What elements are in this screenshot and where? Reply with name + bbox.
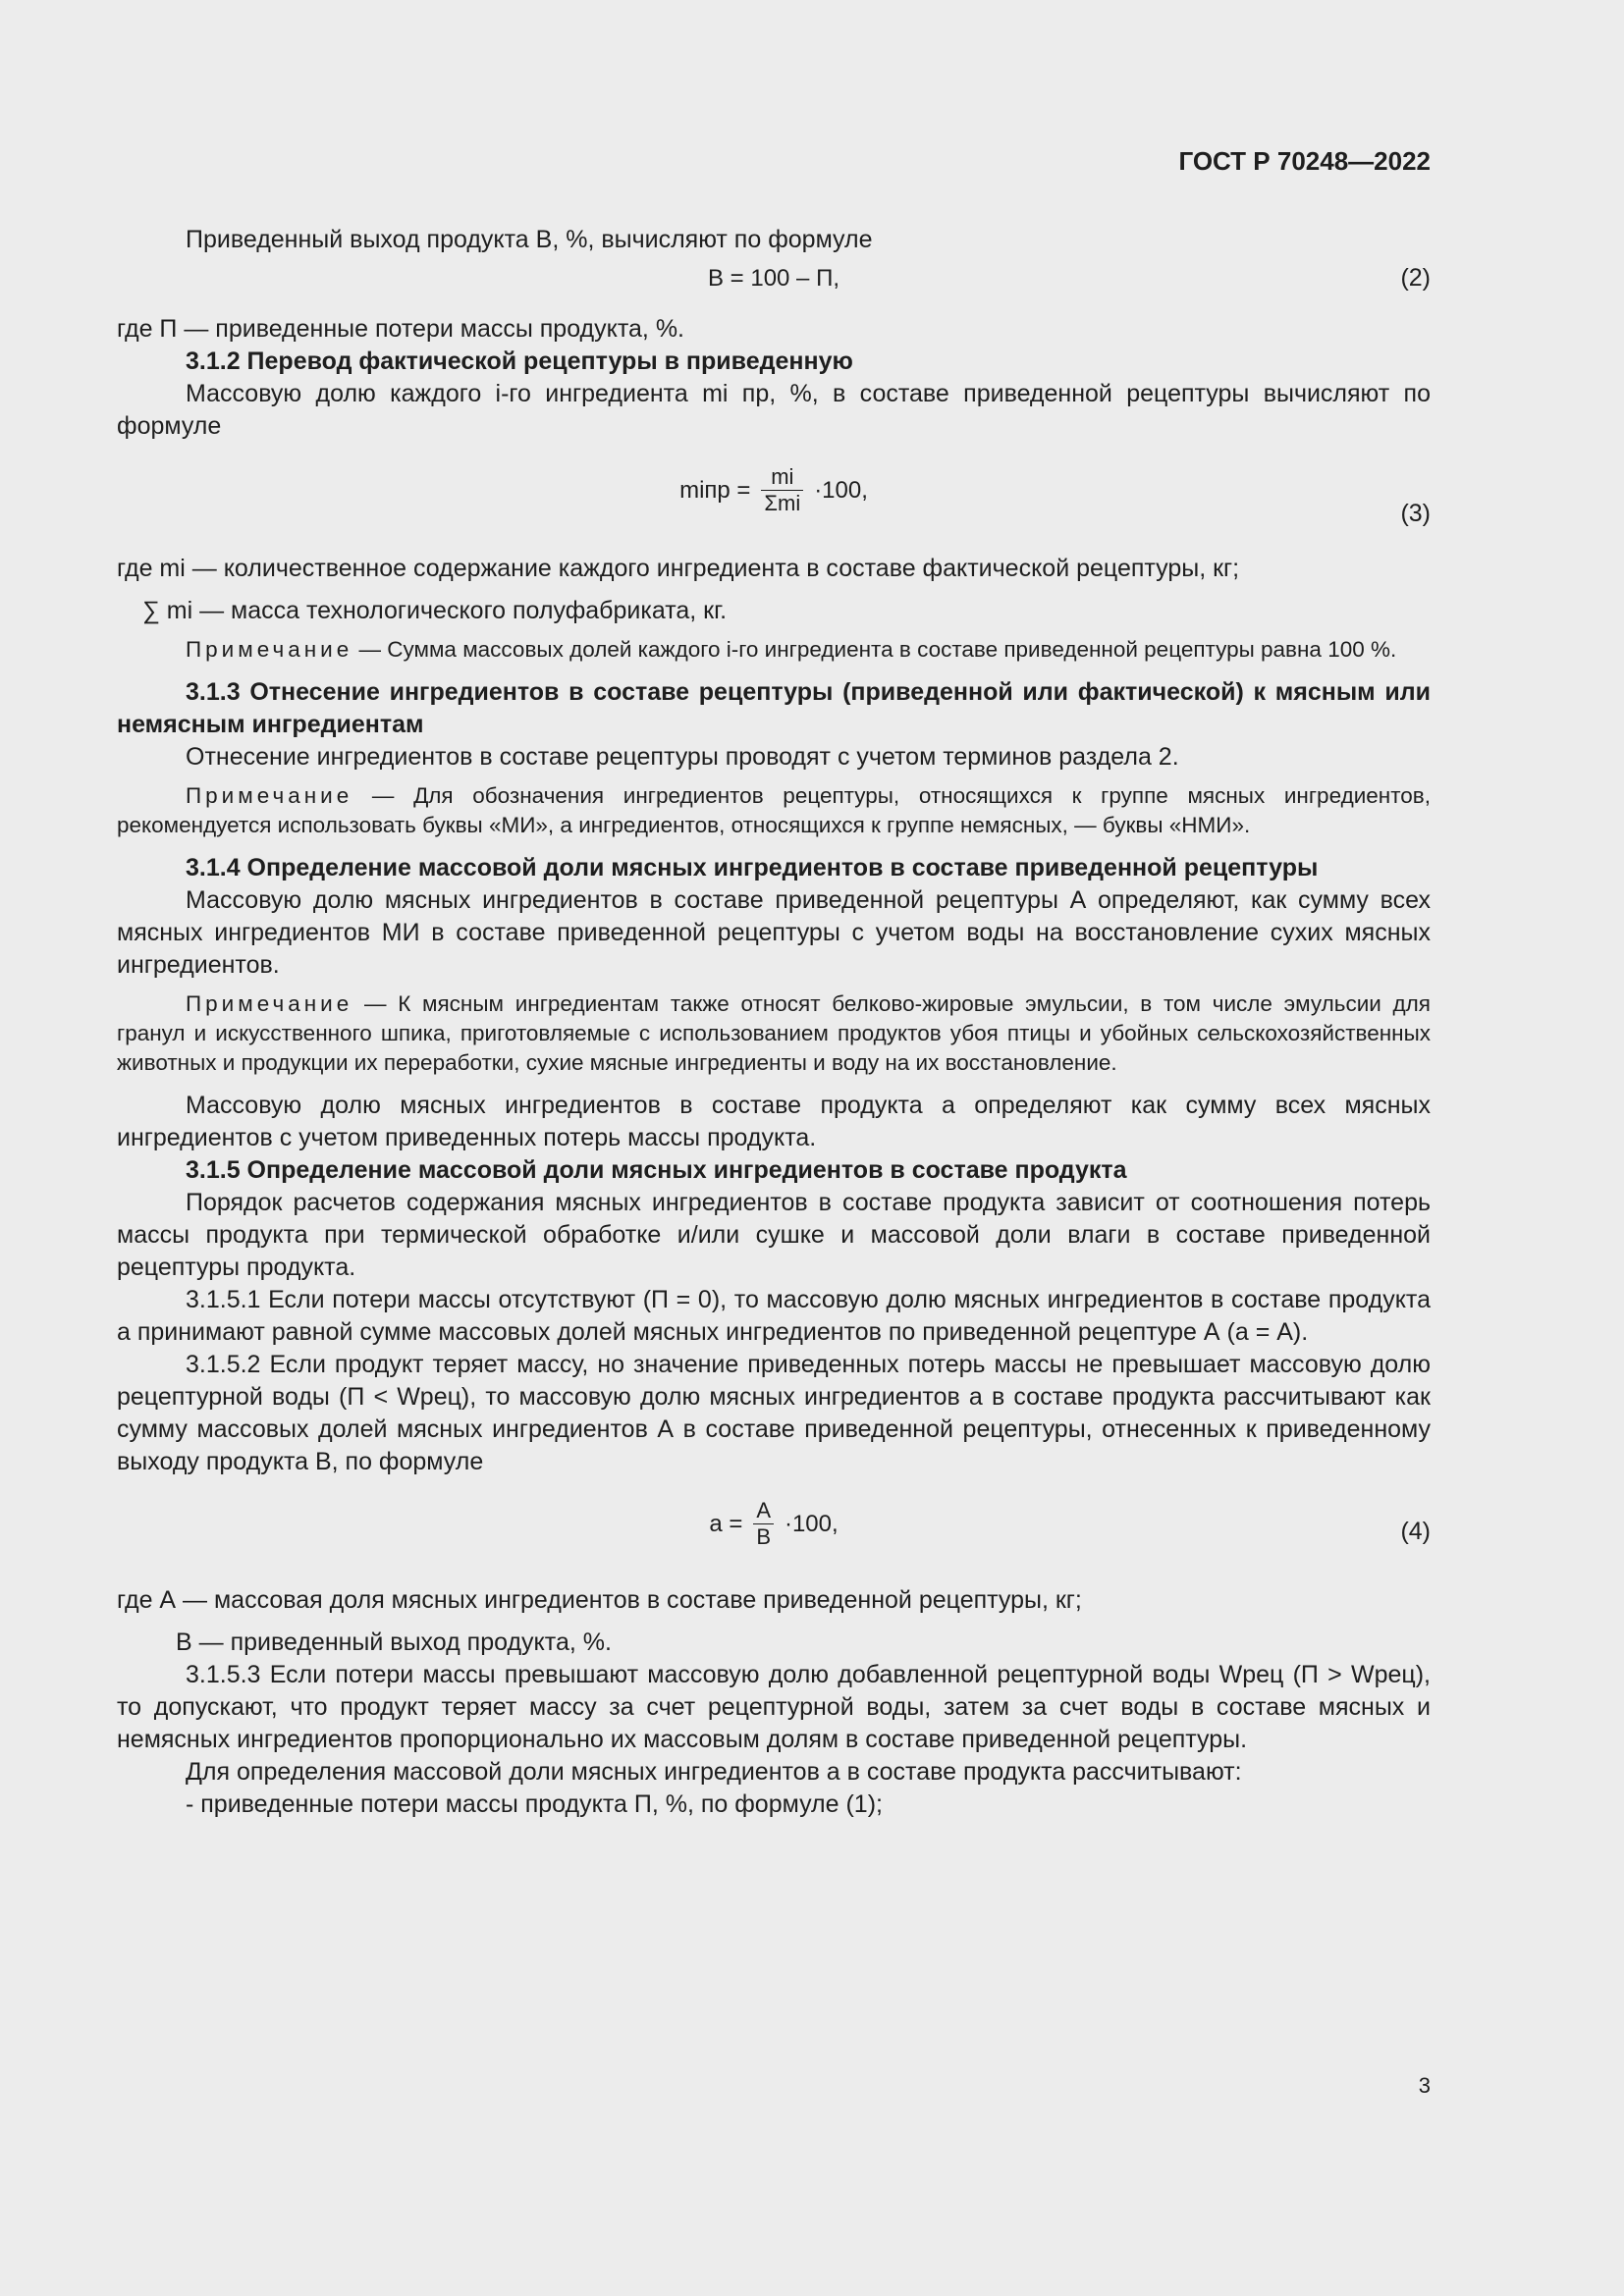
- page-content: [117, 224, 1431, 1821]
- note-1-label: Примечание: [186, 637, 353, 662]
- formula-4-numerator: А: [753, 1498, 774, 1524]
- formula-3-expression: [117, 464, 1431, 516]
- note-3-text: — К мясным ингредиентам также относят белково-жировые эмульсии, в том числе эмульсии для гранул и искусственного шпика, приготовляемые с использованием продуктов убоя птицы и убойных сельскохозяйственных животных и продукции их переработки, сухие мясные ингредиенты и воду на их восстановление.: [117, 991, 1431, 1075]
- formula-2-expression: В = 100 – П,: [707, 265, 839, 292]
- where-sum-mi-definition: ∑ mi — масса технологического полуфабриката, кг.: [142, 597, 728, 624]
- formula-3-fraction: [761, 464, 803, 516]
- clause-3-1-5-3: 3.1.5.3 Если потери массы превышают массовую долю добавленной рецептурной воды Wрец (П > Wрец), то допускают, что продукт теряет массу за счет рецептурной воды, затем за счет воды в составе мясных и немясных ингредиентов пропорционально их массовым долям в составе приведенной рецептуры.: [117, 1661, 1431, 1753]
- formula-3-number: (3): [1400, 500, 1431, 527]
- section-3-1-3-heading: 3.1.3 Отнесение ингредиентов в составе рецептуры (приведенной или фактической) к мясным или немясным ингредиентам: [117, 678, 1431, 738]
- note-2: [117, 781, 1431, 840]
- formula-4-lhs: а =: [709, 1511, 743, 1537]
- note-1-text: — Сумма массовых долей каждого i-го ингредиента в составе приведенной рецептуры равна 100 %.: [358, 637, 1397, 662]
- formula-4-number: (4): [1400, 1518, 1431, 1545]
- formula-4-denominator: В: [756, 1524, 771, 1549]
- formula-2-number: (2): [1400, 264, 1431, 292]
- section-3-1-2-paragraph: Массовую долю каждого i-го ингредиента mi пр, %, в составе приведенной рецептуры вычисляют по формуле: [117, 380, 1431, 440]
- note-3-label: Примечание: [186, 991, 353, 1016]
- section-3-1-4-paragraph: Массовую долю мясных ингредиентов в составе приведенной рецептуры А определяют, как сумму всех мясных ингредиентов МИ в составе приведенной рецептуры с учетом воды на восстановление сухих мясных ингредиентов.: [117, 886, 1431, 979]
- formula-3-lhs: miпр =: [679, 477, 751, 504]
- formula-4-expression: [117, 1498, 1431, 1550]
- clause-3-1-5-1: 3.1.5.1 Если потери массы отсутствуют (П = 0), то массовую долю мясных ингредиентов в составе продукта а принимают равной сумме массовых долей мясных ингредиентов по приведенной рецептуре А (а = А).: [117, 1286, 1431, 1346]
- section-3-1-2-heading: 3.1.2 Перевод фактической рецептуры в приведенную: [186, 347, 853, 375]
- paragraph-yield-intro: Приведенный выход продукта В, %, вычисляют по формуле: [186, 226, 873, 253]
- document-number-header: ГОСТ Р 70248—2022: [1178, 146, 1431, 176]
- formula-3-tail: ·100,: [814, 477, 868, 504]
- formula-3: [117, 443, 1431, 553]
- clause-3-1-5-2: 3.1.5.2 Если продукт теряет массу, но значение приведенных потерь массы не превышает массовую долю рецептурной воды (П < Wрец), то массовую долю мясных ингредиентов а в составе продукта рассчитывают как сумму массовых долей мясных ингредиентов А в составе приведенной рецептуры, отнесенных к приведенному выходу продукта В, по формуле: [117, 1351, 1431, 1475]
- note-2-text: — Для обозначения ингредиентов рецептуры, относящихся к группе мясных ингредиентов, рекомендуется использовать буквы «МИ», а ингредиентов, относящихся к группе немясных, — буквы «НМИ».: [117, 783, 1431, 837]
- where-mi-definition: где mi — количественное содержание каждого ингредиента в составе фактической рецептуры, кг;: [117, 555, 1240, 582]
- note-3: [117, 989, 1431, 1078]
- formula-4: [117, 1478, 1431, 1584]
- paragraph-product-meat-share: Массовую долю мясных ингредиентов в составе продукта а определяют как сумму всех мясных ингредиентов с учетом приведенных потерь массы продукта.: [117, 1092, 1431, 1151]
- section-3-1-5-heading: 3.1.5 Определение массовой доли мясных ингредиентов в составе продукта: [186, 1156, 1127, 1184]
- formula-3-denominator: Σmi: [764, 491, 801, 515]
- formula-4-tail: ·100,: [784, 1511, 839, 1537]
- section-3-1-4-heading: 3.1.4 Определение массовой доли мясных ингредиентов в составе приведенной рецептуры: [186, 854, 1319, 881]
- paragraph-calculation-steps: Для определения массовой доли мясных ингредиентов а в составе продукта рассчитывают:: [186, 1758, 1242, 1786]
- formula-2: [117, 256, 1431, 303]
- page-number: 3: [1418, 2073, 1431, 2098]
- note-2-label: Примечание: [186, 783, 353, 808]
- section-3-1-3-paragraph: Отнесение ингредиентов в составе рецептуры проводят с учетом терминов раздела 2.: [186, 743, 1179, 771]
- note-1: [117, 635, 1431, 665]
- formula-3-numerator: mi: [761, 464, 803, 491]
- list-item-losses: - приведенные потери массы продукта П, %, по формуле (1);: [186, 1790, 883, 1818]
- where-A-definition: где А — массовая доля мясных ингредиентов в составе приведенной рецептуры, кг;: [117, 1586, 1082, 1614]
- section-3-1-5-paragraph: Порядок расчетов содержания мясных ингредиентов в составе продукта зависит от соотношения потерь массы продукта при термической обработке и/или сушке и массовой доли влаги в составе приведенной рецептуры продукта.: [117, 1189, 1431, 1281]
- formula-4-fraction: [753, 1498, 774, 1550]
- where-B-definition: В — приведенный выход продукта, %.: [176, 1629, 612, 1656]
- where-p-definition: где П — приведенные потери массы продукта, %.: [117, 315, 685, 343]
